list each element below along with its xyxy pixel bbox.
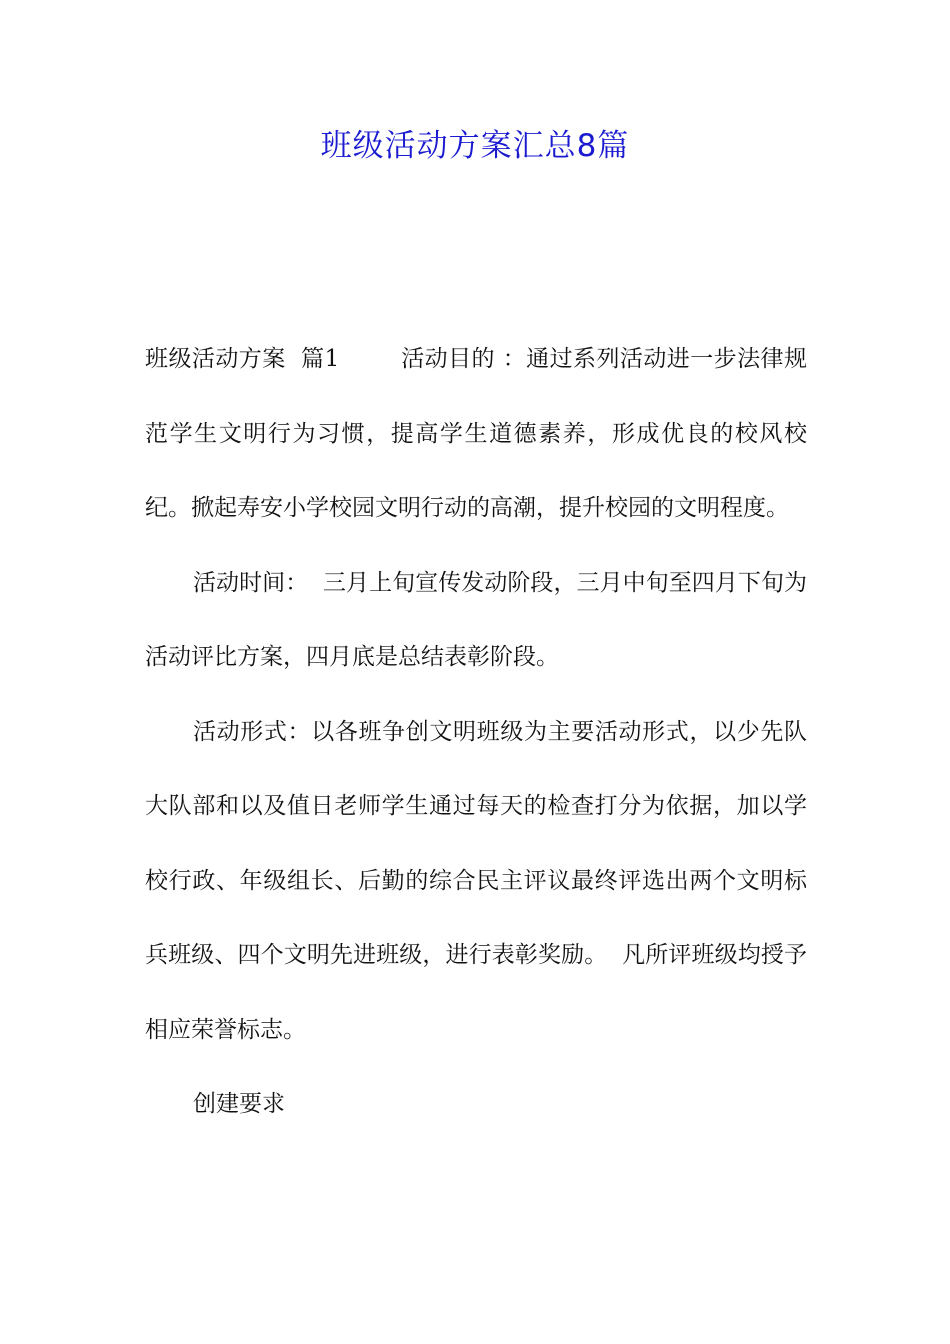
paragraph-time: 活动时间： 三月上旬宣传发动阶段，三月中旬至四月下旬为活动评比方案，四月底是总结表彰阶段。 xyxy=(145,569,807,670)
document-body xyxy=(145,322,807,1142)
document-title: 班级活动方案汇总8篇 xyxy=(320,128,630,164)
paragraph-requirements-heading: 创建要求 xyxy=(193,1091,285,1117)
paragraph-form: 活动形式：以各班争创文明班级为主要活动形式，以少先队大队部和以及值日老师学生通过每天的检查打分为依据，加以学校行政、年级组长、后勤的综合民主评议最终评选出两个文明标兵班级、四个文明先进班级，进行表彰奖励。 凡所评班级均授予相应荣誉标志。 xyxy=(145,718,807,1043)
paragraph-purpose: 班级活动方案 篇1 活动目的 ：通过系列活动进一步法律规范学生文明行为习惯，提高学生道德素养，形成优良的校风校纪。掀起寿安小学校园文明行动的高潮，提升校园的文明程度。 xyxy=(145,346,807,521)
